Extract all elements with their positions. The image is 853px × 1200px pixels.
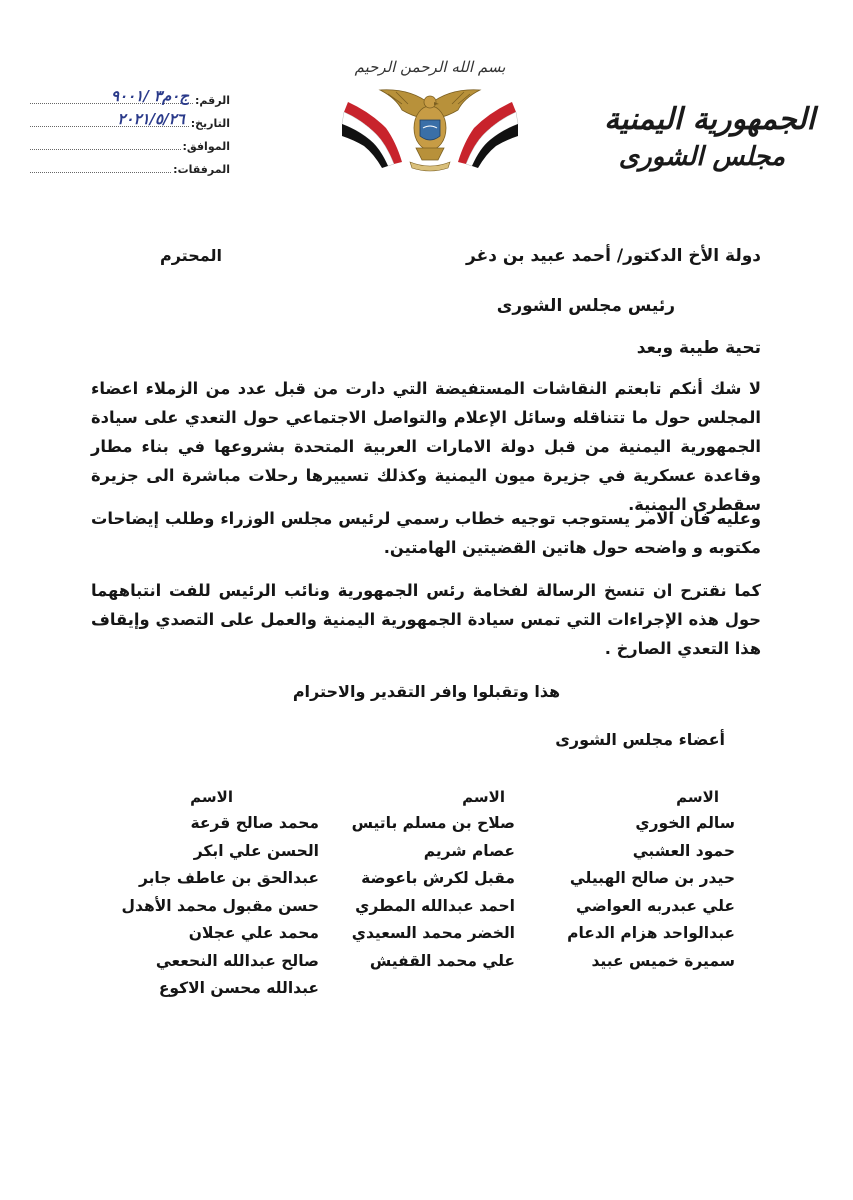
greeting: تحية طيبة وبعد bbox=[636, 338, 761, 358]
signatory-name: الحسن علي ابكر bbox=[193, 841, 319, 860]
signatory-name: علي عبدربه العواضي bbox=[576, 896, 735, 915]
meta-label: الموافق: bbox=[182, 140, 230, 153]
basmala: بسم الله الرحمن الرحيم bbox=[354, 58, 506, 76]
signatory-name: مقبل لكرش باعوضة bbox=[361, 869, 515, 887]
signatory-name: علي محمد القفيش bbox=[369, 951, 515, 970]
meta-field bbox=[30, 156, 171, 173]
signatory-name: عبدالله محسن الاكوع bbox=[158, 979, 319, 997]
reference-date: ٢٠٢١/٥/٢٦ bbox=[117, 110, 185, 128]
org-name: الجمهورية اليمنية bbox=[604, 102, 815, 137]
honorific: المحترم bbox=[160, 246, 222, 265]
meta-field bbox=[30, 110, 189, 127]
org-header bbox=[575, 100, 815, 174]
meta-label: المرفقات: bbox=[173, 163, 230, 176]
signatory-name: حمود العشبي bbox=[632, 841, 735, 860]
closing-line: هذا وتقبلوا وافر التقدير والاحترام bbox=[292, 682, 561, 701]
signatory-name: سالم الخوري bbox=[635, 814, 735, 832]
meta-field bbox=[30, 87, 193, 104]
meta-row-date bbox=[30, 107, 230, 130]
council-name: مجلس الشورى bbox=[618, 142, 785, 172]
body-paragraph: كما نقترح ان تنسخ الرسالة لفخامة رئس الجمهورية ونائب الرئيس للفت انتباههما حول هذه الإجراءات التي تمس سيادة الجمهورية اليمنية والعمل على التصدي وإيقاف هذا التعدي الصارخ . bbox=[91, 581, 761, 658]
signatory-name: عبدالواحد هزام الدعام bbox=[567, 924, 735, 942]
column-header: الاسم bbox=[462, 788, 505, 806]
signatory-name: احمد عبدالله المطري bbox=[355, 896, 515, 915]
signatory-name: عبدالحق بن عاطف جابر bbox=[138, 869, 319, 887]
meta-field bbox=[30, 133, 181, 150]
column-header: الاسم bbox=[676, 788, 719, 806]
signatory-column-left bbox=[535, 784, 735, 975]
signatory-name: حيدر بن صالح الهبيلي bbox=[569, 869, 735, 887]
signatory-name: صالح عبدالله النحععي bbox=[155, 951, 319, 970]
meta-label: التاريخ: bbox=[190, 117, 230, 130]
reference-number: ج٠م٣ /٩٠٠١ bbox=[110, 87, 190, 105]
yemen-eagle-emblem-icon bbox=[340, 82, 520, 178]
reference-block bbox=[30, 84, 230, 176]
meta-row-number bbox=[30, 84, 230, 107]
signatory-name: محمد علي عجلان bbox=[188, 924, 319, 942]
signatory-column-right bbox=[119, 784, 319, 1003]
signatory-name: الخضر محمد السعيدي bbox=[351, 924, 515, 942]
signatory-name: سميرة خميس عبيد bbox=[591, 951, 735, 970]
signatory-name: صلاح بن مسلم باتيس bbox=[351, 814, 515, 832]
signatory-name: محمد صالح قرعة bbox=[190, 814, 319, 832]
members-title: أعضاء مجلس الشورى bbox=[555, 730, 725, 749]
body-paragraph: لا شك أنكم تابعتم النقاشات المستفيضة التي دارت من قبل عدد من الزملاء اعضاء المجلس حول ما تتناقله وسائل الإعلام والتواصل الاجتماعي حول التعدي على سيادة الجمهورية اليمنية من قبل دولة الامارات العربية المتحدة بشروعها في بناء مطار وقاعدة عسكرية في جزيرة ميون اليمنية وكذلك تسييرها رحلات مباشرة الى جزيرة سقطرى اليمنية. bbox=[91, 379, 761, 514]
recipient-title: رئيس مجلس الشورى bbox=[496, 296, 675, 316]
meta-row-attachments bbox=[30, 153, 230, 176]
meta-row-corresponding bbox=[30, 130, 230, 153]
emblem-block bbox=[340, 58, 520, 178]
column-header: الاسم bbox=[190, 788, 233, 806]
meta-label: الرقم: bbox=[195, 94, 230, 107]
signatory-column-middle bbox=[335, 784, 515, 975]
signatory-name: حسن مقبول محمد الأهدل bbox=[121, 896, 319, 915]
body-paragraph: وعليه فان الامر يستوجب توجيه خطاب رسمي لرئيس مجلس الوزراء وطلب إيضاحات مكتوبه و واضحه حول هاتين القضيتين الهامتين. bbox=[91, 509, 761, 557]
recipient-name: دولة الأخ الدكتور/ أحمد عبيد بن دغر bbox=[466, 246, 761, 266]
signatory-name: عصام شريم bbox=[423, 841, 515, 860]
